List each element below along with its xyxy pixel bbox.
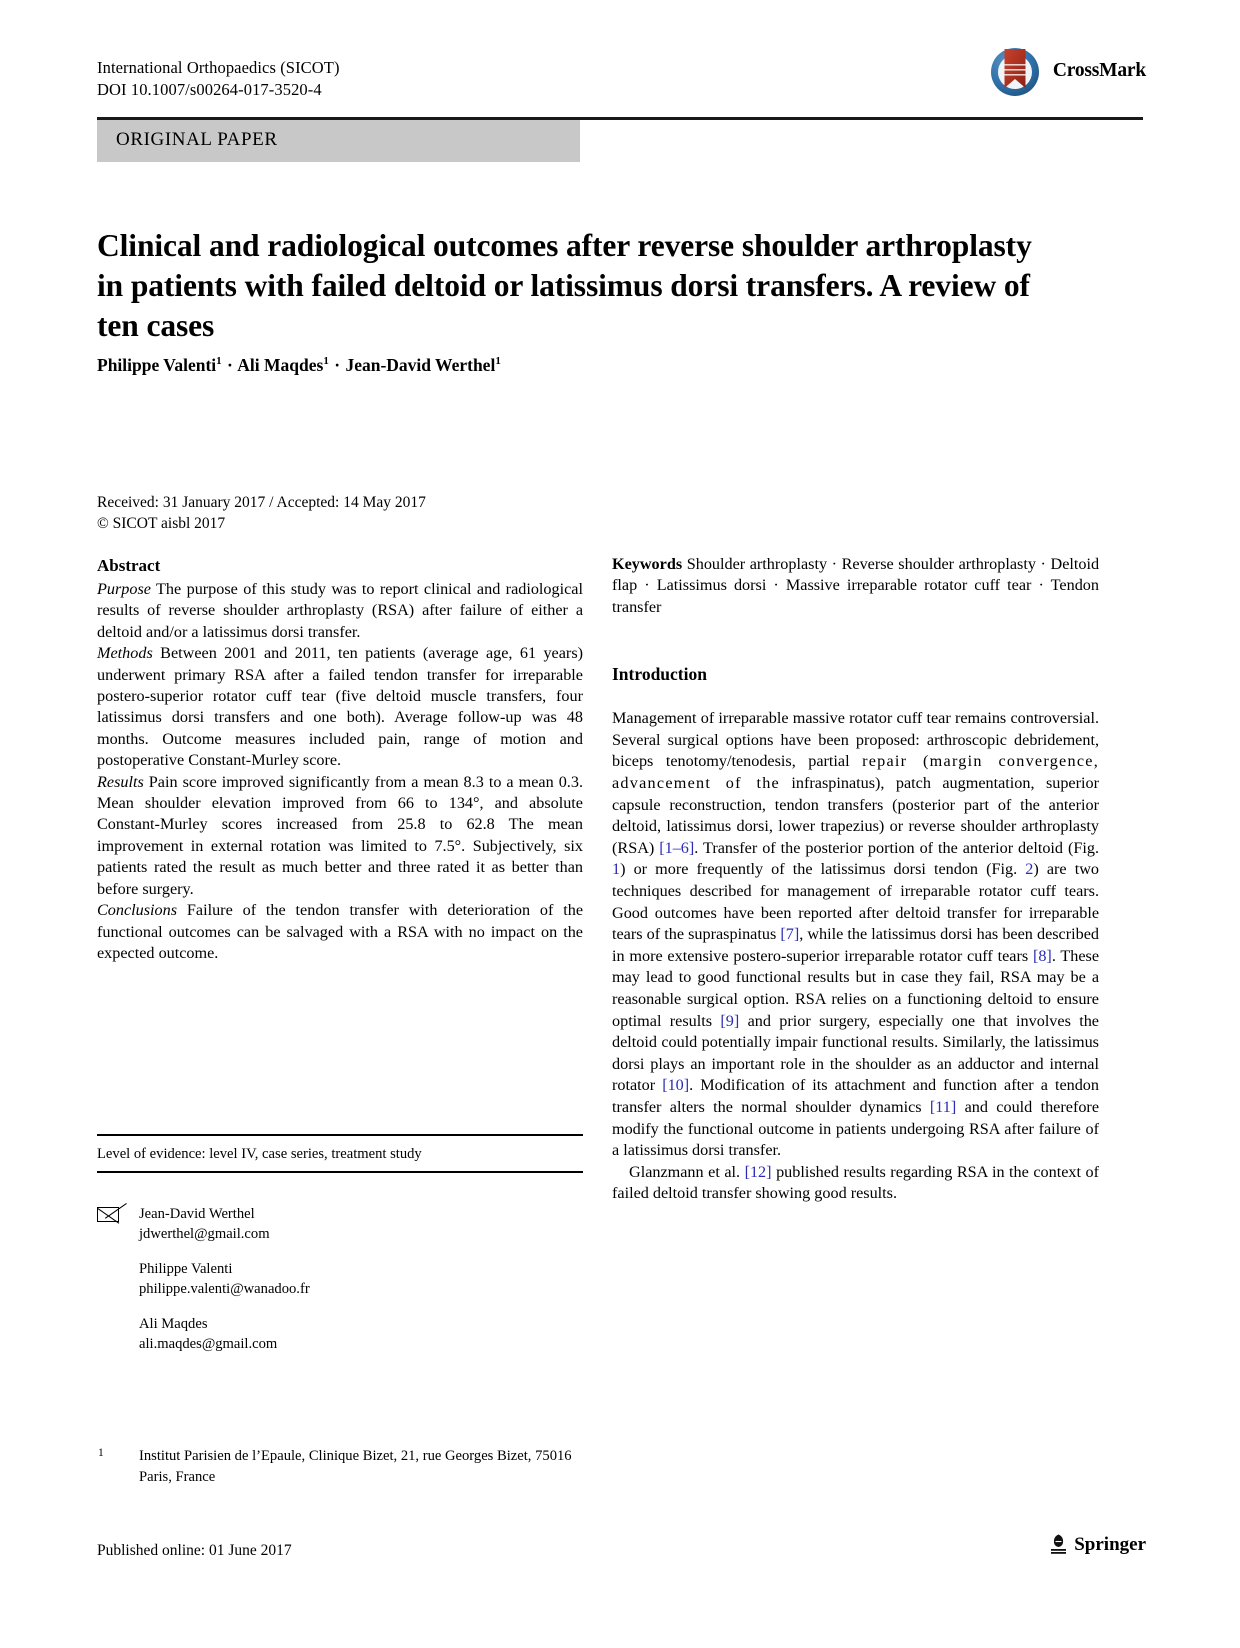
contact-email[interactable]: jdwerthel@gmail.com: [139, 1225, 270, 1242]
keyword-item: Latissimus dorsi: [656, 576, 767, 595]
copyright-line: © SICOT aisbl 2017: [97, 515, 226, 532]
publication-dates: [97, 492, 657, 534]
abstract-column: [97, 554, 583, 964]
intro-text-segment: Glanzmann et al.: [629, 1162, 745, 1181]
abstract-section-text: Failure of the tendon transfer with deterioration of the functional outcomes can be salvaged with a RSA with no impact on the expected outcome.: [97, 901, 584, 962]
introduction-paragraph-2: [612, 1162, 1099, 1205]
journal-name: International Orthopaedics (SICOT): [97, 58, 340, 77]
introduction-paragraph-1: [612, 708, 1099, 1161]
intro-text-segment: published results regarding RSA in the context of failed deltoid transfer showing good results.: [612, 1162, 1099, 1203]
author-name: Philippe Valenti: [97, 355, 217, 375]
crossmark-badge[interactable]: [986, 42, 1146, 100]
intro-text-segment: ) or more frequently of the latissimus dorsi tendon (Fig.: [620, 860, 1026, 879]
contact-entry-corresponding: [97, 1205, 583, 1244]
intro-text-segment: infraspinatus), patch augmentation, superior capsule reconstruction, tendon transfers (posterior part of the anterior deltoid, latissimus dorsi, lower trapezius) or reverse shoulder arthroplasty (RSA): [612, 774, 1099, 857]
figure-link-2[interactable]: 2: [1025, 860, 1034, 879]
doi-text: DOI 10.1007/s00264-017-3520-4: [97, 80, 322, 99]
abstract-section-text: The purpose of this study was to report clinical and radiological results of reverse shoulder arthroplasty (RSA) after failure of either a deltoid and/or a latissimus dorsi transfer.: [97, 580, 583, 641]
author-name: Jean-David Werthel: [345, 355, 496, 375]
introduction-heading: Introduction: [612, 664, 707, 685]
springer-knight-icon: [1049, 1533, 1068, 1556]
intro-text-segment: , while the latissimus dorsi has been described in more extensive postero-superior irreparable rotator cuff tears: [612, 925, 1099, 965]
contact-name: Ali Maqdes: [139, 1316, 208, 1332]
keywords-block: [612, 554, 1099, 618]
citation-link-9[interactable]: [9]: [720, 1011, 740, 1030]
citation-link-7[interactable]: [7]: [780, 925, 800, 944]
contact-email[interactable]: philippe.valenti@wanadoo.fr: [139, 1280, 310, 1297]
contact-entry: [97, 1260, 583, 1299]
intro-text-segment: and could therefore modify the functional outcome in patients undergoing RSA after failure of a latissimus dorsi transfer.: [612, 1097, 1100, 1160]
abstract-section-text: Between 2001 and 2011, ten patients (average age, 61 years) underwent primary RSA after a failed tendon transfer for irreparable postero-superior rotator cuff tear (five deltoid muscle transfers, four latissimus dorsi transfers and one both). Average follow-up was 48 months. Outcome measures included pain, range of motion and postoperative Constant-Murley score.: [97, 644, 584, 770]
citation-link-8[interactable]: [8]: [1032, 946, 1052, 965]
affiliation-text: Institut Parisien de l’Epaule, Clinique Bizet, 21, rue Georges Bizet, 75016 Paris, France: [139, 1448, 572, 1485]
author-list: [97, 353, 1037, 377]
keyword-separator: ·: [644, 576, 650, 595]
affiliation-block: [97, 1446, 597, 1488]
abstract-results: [97, 772, 583, 900]
springer-wordmark: Springer: [1074, 1533, 1146, 1555]
abstract-section-label: Results: [97, 772, 144, 791]
abstract-section-label: Conclusions: [97, 901, 178, 920]
published-online-text: Published online: 01 June 2017: [97, 1542, 292, 1559]
abstract-heading: Abstract: [97, 556, 161, 575]
contact-list: [97, 1205, 583, 1370]
crossmark-icon: [986, 42, 1044, 100]
citation-link-12[interactable]: [12]: [744, 1162, 772, 1181]
abstract-conclusions: [97, 900, 583, 964]
page-title: Clinical and radiological outcomes after reverse shoulder arthroplasty in patients with failed deltoid or latissimus dorsi transfers. A review of ten cases: [97, 228, 1032, 344]
contact-email[interactable]: ali.maqdes@gmail.com: [139, 1335, 278, 1352]
intro-text-segment-loose: repair (margin convergence, advancement of the: [612, 752, 1099, 792]
affiliation-marker: 1: [98, 1447, 104, 1459]
author-affiliation-marker: 1: [495, 355, 501, 368]
abstract-purpose: [97, 579, 583, 643]
intro-text-segment: and prior surgery, especially one that involves the deltoid could potentially impair functional results. Similarly, the latissimus dorsi plays an important role in the shoulder as an adductor and internal rotator: [612, 1011, 1099, 1095]
author-affiliation-marker: 1: [323, 355, 329, 368]
abstract-section-label: Purpose: [97, 580, 151, 598]
intro-text-segment: ) are two techniques described for management of irreparable rotator cuff tears. Good outcomes have been reported after deltoid transfer for irreparable tears of the supraspinatus: [612, 860, 1099, 944]
citation-link-10[interactable]: [10]: [662, 1076, 690, 1095]
keywords-heading: Keywords: [612, 555, 683, 573]
author-affiliation-marker: 1: [216, 355, 222, 368]
abstract-methods: [97, 643, 583, 771]
author-separator: ·: [334, 355, 341, 375]
keyword-separator: ·: [831, 555, 838, 573]
keyword-item: Tendon transfer: [612, 576, 1099, 616]
paper-type-band: [97, 120, 580, 162]
paper-type-label: ORIGINAL PAPER: [116, 129, 278, 150]
keyword-item: Shoulder arthroplasty: [686, 555, 828, 573]
masthead: [97, 57, 857, 101]
contact-name: Jean-David Werthel: [139, 1206, 255, 1222]
level-of-evidence-block: [97, 1134, 583, 1173]
keyword-separator: ·: [1040, 555, 1046, 573]
keyword-item: Massive irreparable rotator cuff tear: [785, 576, 1032, 595]
keyword-item: Reverse shoulder arthroplasty: [841, 555, 1036, 573]
envelope-icon: [97, 1207, 119, 1222]
intro-text-segment: . These may lead to good functional results but in case they fail, RSA may be a reasonable surgical option. RSA relies on a functioning deltoid to ensure optimal results: [612, 946, 1100, 1030]
figure-link-1[interactable]: 1: [612, 860, 621, 879]
intro-text-segment: Management of irreparable massive rotator cuff tear remains controversial. Several surgical options have been proposed: arthroscopic debridement, biceps tenotomy/tenodesis, partial: [612, 709, 1099, 771]
received-accepted-line: Received: 31 January 2017 / Accepted: 14 May 2017: [97, 494, 426, 511]
level-of-evidence-text: Level of evidence: level IV, case series, treatment study: [97, 1146, 422, 1162]
intro-text-segment: . Transfer of the posterior portion of the anterior deltoid (Fig.: [694, 838, 1099, 857]
keyword-separator: ·: [773, 576, 779, 595]
contact-name: Philippe Valenti: [139, 1261, 233, 1277]
crossmark-label: CrossMark: [1052, 60, 1146, 81]
citation-link-1-6[interactable]: [1–6]: [659, 838, 695, 857]
abstract-section-text: Pain score improved significantly from a mean 8.3 to a mean 0.3. Mean shoulder elevation improved from 66 to 134°, and absolute Constant-Murley scores increased from 25.8 to 62.8 The mean improvement in external rotation was limited to 7.5°. Subjectively, six patients rated the result as much better and three rated it as better than before surgery.: [97, 772, 583, 898]
keyword-item: Deltoid flap: [612, 555, 1100, 595]
keywords-intro-column: [612, 554, 1099, 1205]
author-separator: ·: [227, 355, 233, 375]
citation-link-11[interactable]: [11]: [929, 1097, 957, 1116]
keyword-separator: ·: [1038, 576, 1044, 595]
intro-text-segment: . Modification of its attachment and function after a tendon transfer alters the normal shoulder dynamics: [612, 1076, 1099, 1116]
springer-logo: [1049, 1533, 1146, 1556]
level-of-evidence-rule-bottom: [97, 1171, 583, 1173]
abstract-section-label: Methods: [97, 644, 153, 663]
contact-entry: [97, 1315, 583, 1354]
author-name: Ali Maqdes: [237, 355, 324, 375]
